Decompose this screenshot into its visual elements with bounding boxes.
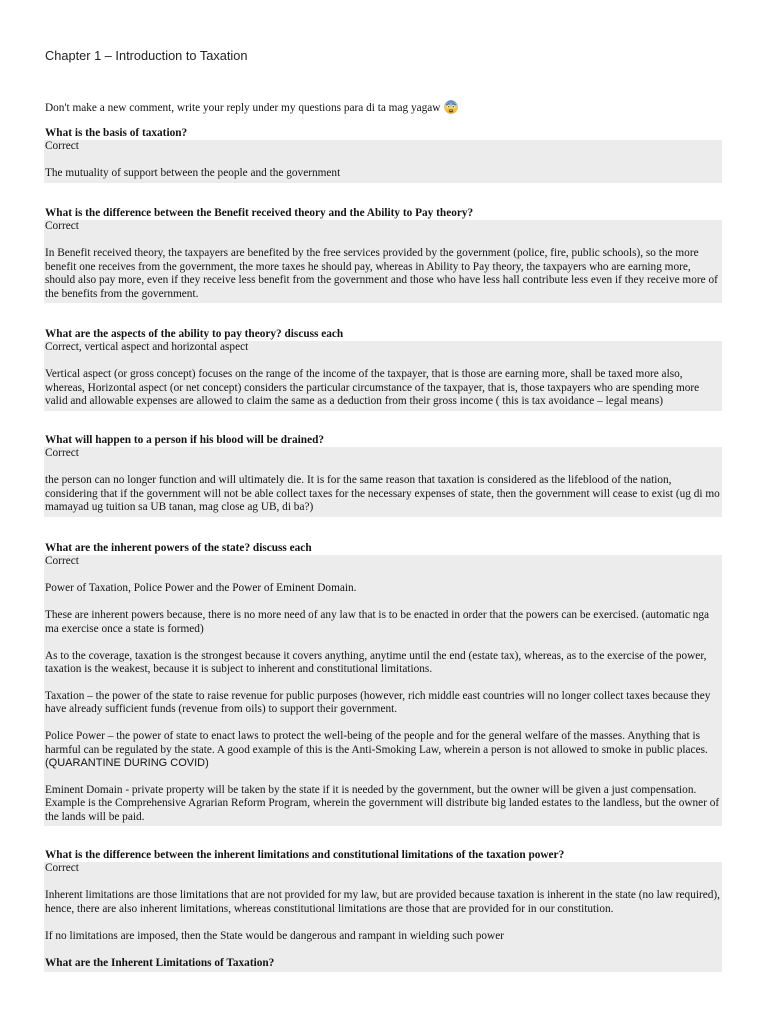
text-line: considering that if the government will not be able collect taxes for the necessary expenses of state, then the government will cease to exist (ug di mo — [45, 487, 720, 500]
fearful-face-icon — [444, 100, 458, 114]
answer-paragraph — [44, 609, 722, 636]
text-line: If no limitations are imposed, then the State would be dangerous and rampant in wielding such power — [45, 929, 504, 942]
answer-paragraph — [44, 784, 722, 824]
text-line: Taxation – the power of the state to raise revenue for public purposes (however, rich middle east countries will no longer collect taxes because they — [45, 689, 711, 702]
answer-status: Correct — [45, 555, 79, 568]
answer-paragraph — [44, 730, 722, 770]
intro-text: Don't make a new comment, write your reply under my questions para di ta mag yagaw — [45, 102, 441, 114]
text-line: harmful can be regulated by the state. A good example of this is the Anti-Smoking Law, wherein a person is not allowed to smoke in public places. — [45, 743, 708, 756]
answer-paragraph — [44, 474, 722, 514]
answer-block — [44, 447, 722, 516]
answer-block — [44, 862, 722, 956]
text-line: the lands will be paid. — [45, 810, 145, 823]
text-line: ma exercise once a state is formed) — [45, 622, 204, 635]
text-line: Vertical aspect (or gross concept) focuses on the range of the income of the taxpayer, that is those are earning more, shall be taxed more also, — [45, 368, 683, 381]
answer-paragraph — [44, 167, 722, 180]
qa-section-inherent-powers — [44, 542, 722, 826]
text-line: Example is the Comprehensive Agrarian Reform Program, wherein the government will distribute big landed estates to the landless, but the owner of — [45, 797, 720, 810]
answer-paragraph — [44, 368, 722, 408]
question-heading: What are the aspects of the ability to pay theory? discuss each — [45, 328, 344, 340]
text-line: Power of Taxation, Police Power and the Power of Eminent Domain. — [45, 582, 357, 595]
answer-paragraph — [44, 930, 722, 943]
qa-section-benefit-vs-ability — [44, 207, 722, 303]
question-heading: What is the basis of taxation? — [45, 127, 188, 139]
question-heading: What are the inherent powers of the state? discuss each — [45, 542, 312, 554]
text-line: Police Power – the power of state to enact laws to protect the well-being of the people and for the general welfare of the masses. Anything that is — [45, 730, 701, 743]
text-line: mamayad ug tuition sa UB tanan, mag close ag UB, di ba?) — [45, 501, 314, 514]
text-line: valid and allowable expenses are allowed to claim the same as a deduction from their gross income ( this is tax avoidance – legal means) — [45, 395, 663, 408]
text-line: Inherent limitations are those limitations that are not provided for my law, but are provided because taxation is inherent in the state (no law required), — [45, 889, 720, 902]
answer-paragraph — [44, 582, 722, 595]
answer-paragraph — [44, 247, 722, 301]
answer-paragraph — [44, 650, 722, 677]
qa-section-ability-aspects — [44, 328, 722, 411]
text-line: As to the coverage, taxation is the strongest because it covers anything, anytime until the end (estate tax), whereas, as to the exercise of the power, — [45, 649, 707, 662]
question-heading: What will happen to a person if his blood will be drained? — [45, 434, 325, 446]
question-heading: What is the difference between the Benefit received theory and the Ability to Pay theory? — [45, 207, 474, 219]
answer-status: Correct, vertical aspect and horizontal aspect — [45, 341, 249, 354]
text-line: In Benefit received theory, the taxpayers are benefited by the free services provided by the government (police, fire, public schools), so the more — [45, 247, 699, 260]
qa-section-blood-drained — [44, 434, 722, 517]
text-line: taxation is the weakest, because it is subject to inherent and constitutional limitations. — [45, 662, 433, 675]
chapter-title: Chapter 1 – Introduction to Taxation — [45, 48, 248, 63]
text-line: the benefits from the government. — [45, 287, 199, 300]
text-line: The mutuality of support between the people and the government — [45, 167, 341, 180]
qa-section-limitations-difference — [44, 849, 722, 957]
text-line: hence, there are also inherent limitations, whereas constitutional limitations are those that are provided for in our constitution. — [45, 902, 614, 915]
text-line: These are inherent powers because, there is no more need of any law that is to be enacted in order that the powers can be exercised. (automatic nga — [45, 609, 710, 622]
text-line: benefit one receives from the government, the more taxes he should pay, whereas in Ability to Pay theory, the taxpayers who are earning more, — [45, 260, 691, 273]
text-line: have already sufficient funds (revenue from oils) to support their government. — [45, 703, 398, 716]
answer-status: Correct — [45, 140, 79, 153]
answer-block — [44, 341, 722, 410]
answer-status: Correct — [45, 862, 79, 875]
answer-paragraph — [44, 690, 722, 717]
qa-section-basis-of-taxation — [44, 127, 722, 183]
text-line: should also pay more, even if they receive less benefit from the government and those who have less hall contribute less even if they receive more of — [45, 274, 718, 287]
answer-block — [44, 220, 722, 303]
answer-paragraph — [44, 889, 722, 916]
text-line: (QUARANTINE DURING COVID) — [45, 757, 209, 769]
answer-status: Correct — [45, 220, 79, 233]
text-line: Eminent Domain - private property will be taken by the state if it is needed by the government, but the owner will be given a just compensation. — [45, 783, 697, 796]
answer-status: Correct — [45, 447, 79, 460]
text-line: the person can no longer function and will ultimately die. It is for the same reason that taxation is considered as the lifeblood of the nation, — [45, 474, 672, 487]
question-heading: What is the difference between the inherent limitations and constitutional limitations of the taxation power? — [45, 849, 565, 861]
answer-block — [44, 140, 722, 182]
question-heading: What are the Inherent Limitations of Taxation? — [44, 957, 722, 972]
intro-note — [45, 100, 458, 113]
qa-section-inherent-limitations — [44, 957, 722, 972]
answer-block — [44, 555, 722, 826]
text-line: whereas, Horizontal aspect (or net concept) considers the particular circumstance of the taxpayer, that is, those taxpayers who are spending more — [45, 381, 700, 394]
